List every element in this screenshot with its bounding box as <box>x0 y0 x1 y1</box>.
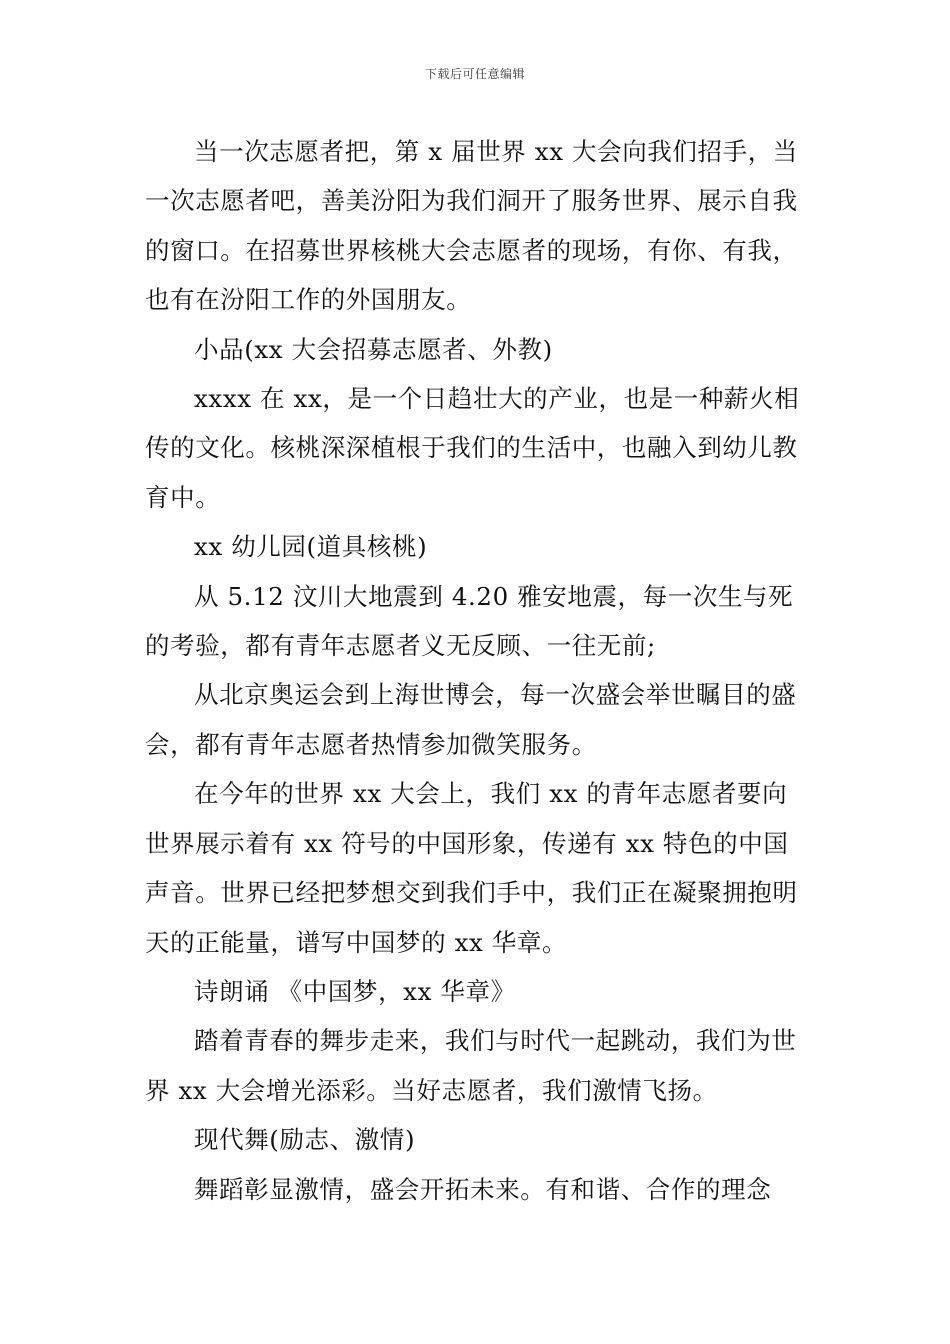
paragraph: 从 5.12 汶川大地震到 4.20 雅安地震，每一次生与死的考验，都有青年志愿者义无反顾、一往无前; <box>145 581 794 661</box>
paragraph: 从北京奥运会到上海世博会，每一次盛会举世瞩目的盛会，都有青年志愿者热情参加微笑服务。 <box>145 680 797 759</box>
paragraph: xx 幼儿园(道具核桃) <box>194 532 428 562</box>
paragraph: 在今年的世界 xx 大会上，我们 xx 的青年志愿者要向世界展示着有 xx 符号的中国形象，传递有 xx 特色的中国声音。世界已经把梦想交到我们手中，我们正在凝聚拥抱明天的正能量，谱写中国梦的 xx 华章。 <box>145 779 798 957</box>
paragraph: 小品(xx 大会招募志愿者、外教) <box>194 334 553 364</box>
paragraph: 当一次志愿者把，第 x 届世界 xx 大会向我们招手，当一次志愿者吧，善美汾阳为我们洞开了服务世界、展示自我的窗口。在招募世界核桃大会志愿者的现场，有你、有我，也有在汾阳工作的外国朋友。 <box>145 137 798 315</box>
paragraph: xxxx 在 xx，是一个日趋壮大的产业，也是一种薪火相传的文化。核桃深深植根于我们的生活中，也融入到幼儿教育中。 <box>145 384 800 512</box>
paragraph: 诗朗诵 《中国梦，xx 华章》 <box>194 976 516 1006</box>
paragraph: 踏着青春的舞步走来，我们与时代一起跳动，我们为世界 xx 大会增光添彩。当好志愿者，我们激情飞扬。 <box>145 1026 797 1105</box>
paragraph: 舞蹈彰显激情，盛会开拓未来。有和谐、合作的理念 <box>194 1174 772 1204</box>
paragraph: 现代舞(励志、激情) <box>194 1125 416 1155</box>
document-body <box>145 127 810 1214</box>
page-header: 下载后可任意编辑 <box>424 67 525 81</box>
